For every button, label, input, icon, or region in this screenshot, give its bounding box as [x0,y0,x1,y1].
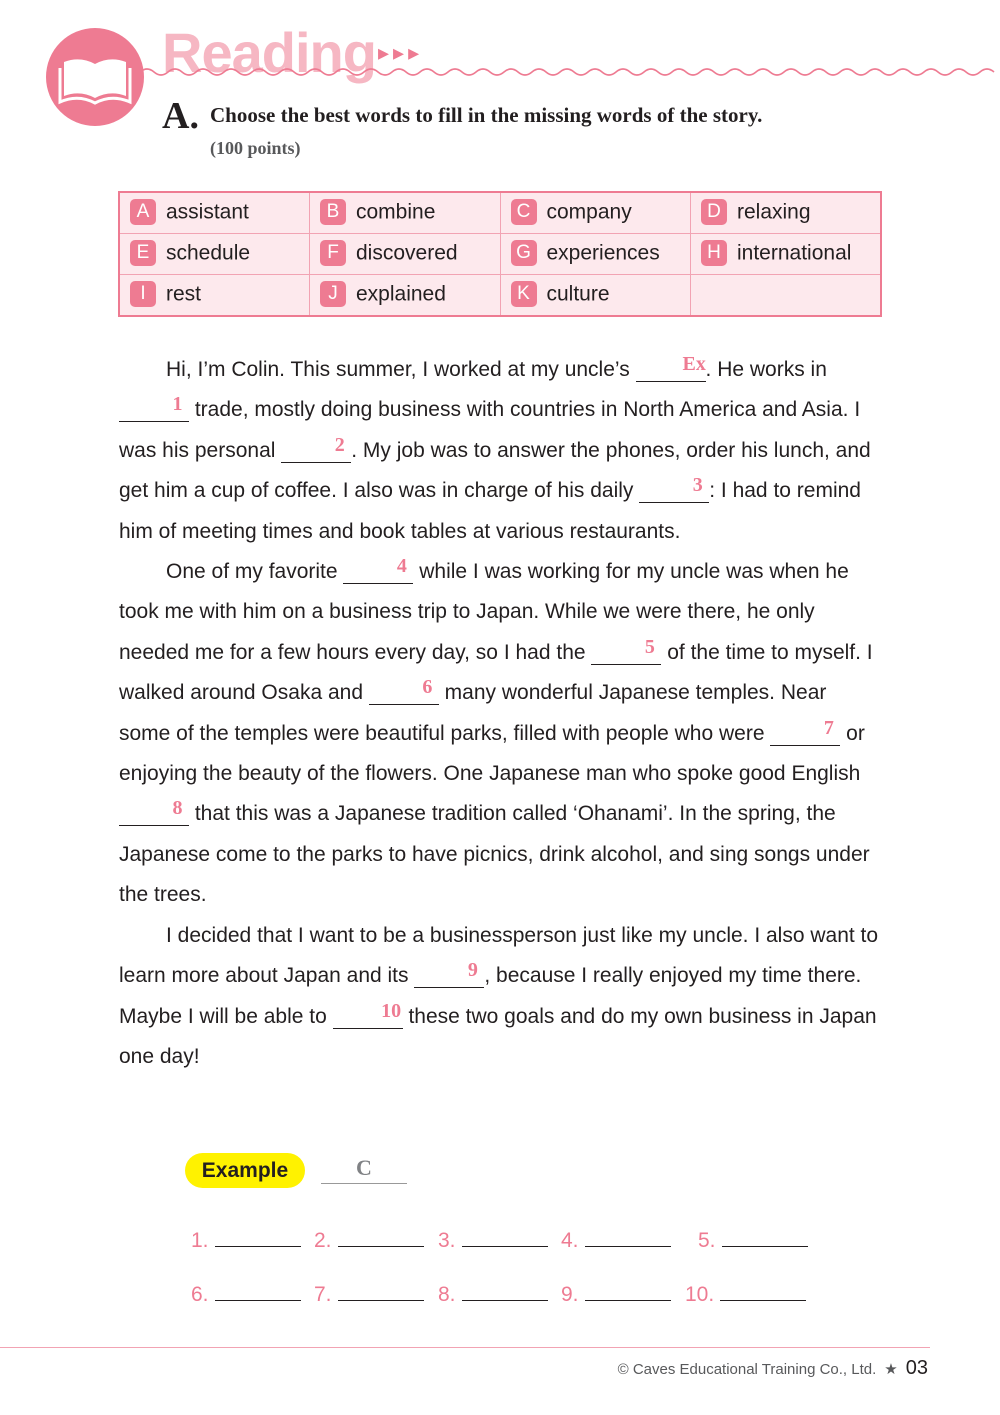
text-run: I decided that I want to be a businessperson just like my uncle. I also want to learn more about Japan and its [119,923,879,988]
blank-number: 7 [823,716,834,739]
copyright-text: © Caves Educational Training Co., Ltd. [617,1361,877,1378]
blank-7[interactable] [770,716,840,746]
page-number: 03 [905,1357,928,1379]
option-letter: G [511,240,537,266]
answer-number: 3. [438,1229,456,1252]
word-bank-cell [500,192,691,234]
answer-item [438,1222,548,1252]
text-run: that this was a Japanese tradition called ‘Ohanami’. In the spring, the Japanese come to the parks to have picnics, drink alcohol, and sing songs under the trees. [119,802,870,907]
text-run: Hi, I’m Colin. This summer, I worked at my uncle’s [166,358,636,381]
blank-number: 4 [396,555,407,578]
word-bank-row [119,275,881,317]
option-letter: C [511,199,537,225]
paragraph-2 [119,552,879,916]
blank-example [636,353,706,382]
word-bank-cell [500,275,691,317]
answer-item [314,1276,424,1306]
answer-item [561,1222,671,1252]
paragraph-1 [119,350,879,552]
answer-number: 9. [561,1283,579,1306]
answer-item [191,1222,301,1252]
blank-4[interactable] [343,555,413,584]
option-letter: F [320,240,346,266]
word-bank-cell [119,275,310,317]
option-word: discovered [356,241,458,265]
option-word: international [737,241,852,265]
section-title: Reading [162,21,376,84]
answer-number: 6. [191,1283,209,1306]
answer-number: 10. [685,1283,715,1306]
blank-number: 9 [467,959,478,982]
instruction-text: Choose the best words to fill in the missing words of the story. [210,103,763,127]
section-letter: A. [162,95,199,137]
answer-blank-8[interactable] [462,1276,548,1301]
blank-number: 8 [172,797,183,820]
option-letter: D [701,199,727,225]
word-bank-cell [310,192,501,234]
answer-row [191,1222,831,1276]
word-bank-cell [691,192,882,234]
option-word: company [546,200,632,224]
word-bank-cell [119,234,310,275]
footer-divider [0,1347,930,1348]
open-book-icon [46,28,144,126]
points-label: (100 points) [210,138,301,158]
answer-blank-9[interactable] [585,1276,671,1301]
star-icon: ★ [884,1361,898,1378]
option-word: assistant [166,200,249,224]
blank-8[interactable] [119,797,189,826]
blank-9[interactable] [414,959,484,988]
blank-6[interactable] [369,676,439,705]
word-bank-cell [310,275,501,317]
answer-item [438,1276,548,1306]
answer-blank-10[interactable] [720,1276,806,1301]
paragraph-3 [119,916,879,1078]
blank-number: Ex [682,353,706,375]
word-bank [118,191,882,317]
answer-blank-7[interactable] [338,1276,424,1301]
answer-number: 5. [698,1229,716,1252]
word-bank-cell [310,234,501,275]
text-run: while I was working for my uncle was when he took me with him on a business trip to Japan. While we were there, he only needed me for a few hours every day, so I had the [119,560,849,664]
text-run: these two goals and do my own business in Japan one day! [119,1004,877,1068]
answer-item [191,1276,301,1306]
text-run: . He works in [705,358,827,381]
answer-blank-5[interactable] [722,1222,808,1247]
blank-number: 6 [422,676,433,699]
option-letter: A [130,199,156,225]
option-letter: I [130,281,156,307]
example-label: Example [185,1153,305,1188]
story-passage [119,350,879,1077]
option-word: experiences [546,241,660,265]
blank-5[interactable] [591,635,661,665]
text-run: trade, mostly doing business with countries in North America and Asia. I was his personal [119,398,861,462]
text-run: many wonderful Japanese temples. Near some of the temples were beautiful parks, filled with people who were [119,681,827,745]
blank-number: 5 [644,635,655,658]
example-answer: C [321,1153,407,1184]
answer-blank-2[interactable] [338,1222,424,1247]
word-bank-cell [500,234,691,275]
blank-3[interactable] [639,474,709,503]
word-bank-cell [119,192,310,234]
option-letter: H [701,240,727,266]
reading-badge [46,28,144,126]
word-bank-cell [691,234,882,275]
word-bank-row [119,192,881,234]
option-letter: E [130,240,156,266]
blank-1[interactable] [119,393,189,422]
blank-number: 10 [381,999,402,1022]
text-run: or enjoying the beauty of the flowers. One Japanese man who spoke good English [119,721,865,786]
answer-blank-4[interactable] [585,1222,671,1247]
text-run: : I had to remind him of meeting times and book tables at various restaurants. [119,479,861,543]
word-bank-cell-empty [691,275,882,317]
option-word: relaxing [737,200,811,224]
answer-number: 7. [314,1283,332,1306]
answer-item [561,1276,671,1306]
answer-row [191,1276,831,1330]
option-letter: J [320,281,346,307]
option-word: culture [546,282,610,306]
option-word: combine [356,200,436,224]
option-word: explained [356,282,446,306]
answer-item [698,1222,808,1252]
option-letter: B [320,199,346,225]
blank-number: 2 [334,433,345,456]
arrow-icons: ▸▸▸ [378,40,424,65]
option-word: rest [166,282,202,306]
answer-blank-3[interactable] [462,1222,548,1247]
option-letter: K [511,281,537,307]
word-bank-row [119,234,881,275]
answer-item [314,1222,424,1252]
answer-number: 1. [191,1229,209,1252]
answer-number: 8. [438,1283,456,1306]
blank-number: 3 [692,474,703,497]
wave-divider [140,64,1000,80]
option-word: schedule [166,241,251,265]
answer-blank-1[interactable] [215,1222,301,1247]
text-run: One of my favorite [166,560,344,584]
text-run: , because I really enjoyed my time there. Maybe I will be able to [119,964,862,1028]
answer-number: 4. [561,1229,579,1252]
blank-2[interactable] [281,433,351,463]
answer-number: 2. [314,1229,332,1252]
blank-10[interactable] [333,999,403,1029]
answer-blank-6[interactable] [215,1276,301,1301]
blank-number: 1 [172,393,183,416]
text-run: of the time to myself. I walked around Osaka and [119,640,873,705]
answer-sheet [191,1222,831,1330]
answer-item [685,1276,806,1306]
text-run: . My job was to answer the phones, order his lunch, and get him a cup of coffee. I also was in charge of his daily [119,438,871,503]
page-footer [618,1357,928,1380]
